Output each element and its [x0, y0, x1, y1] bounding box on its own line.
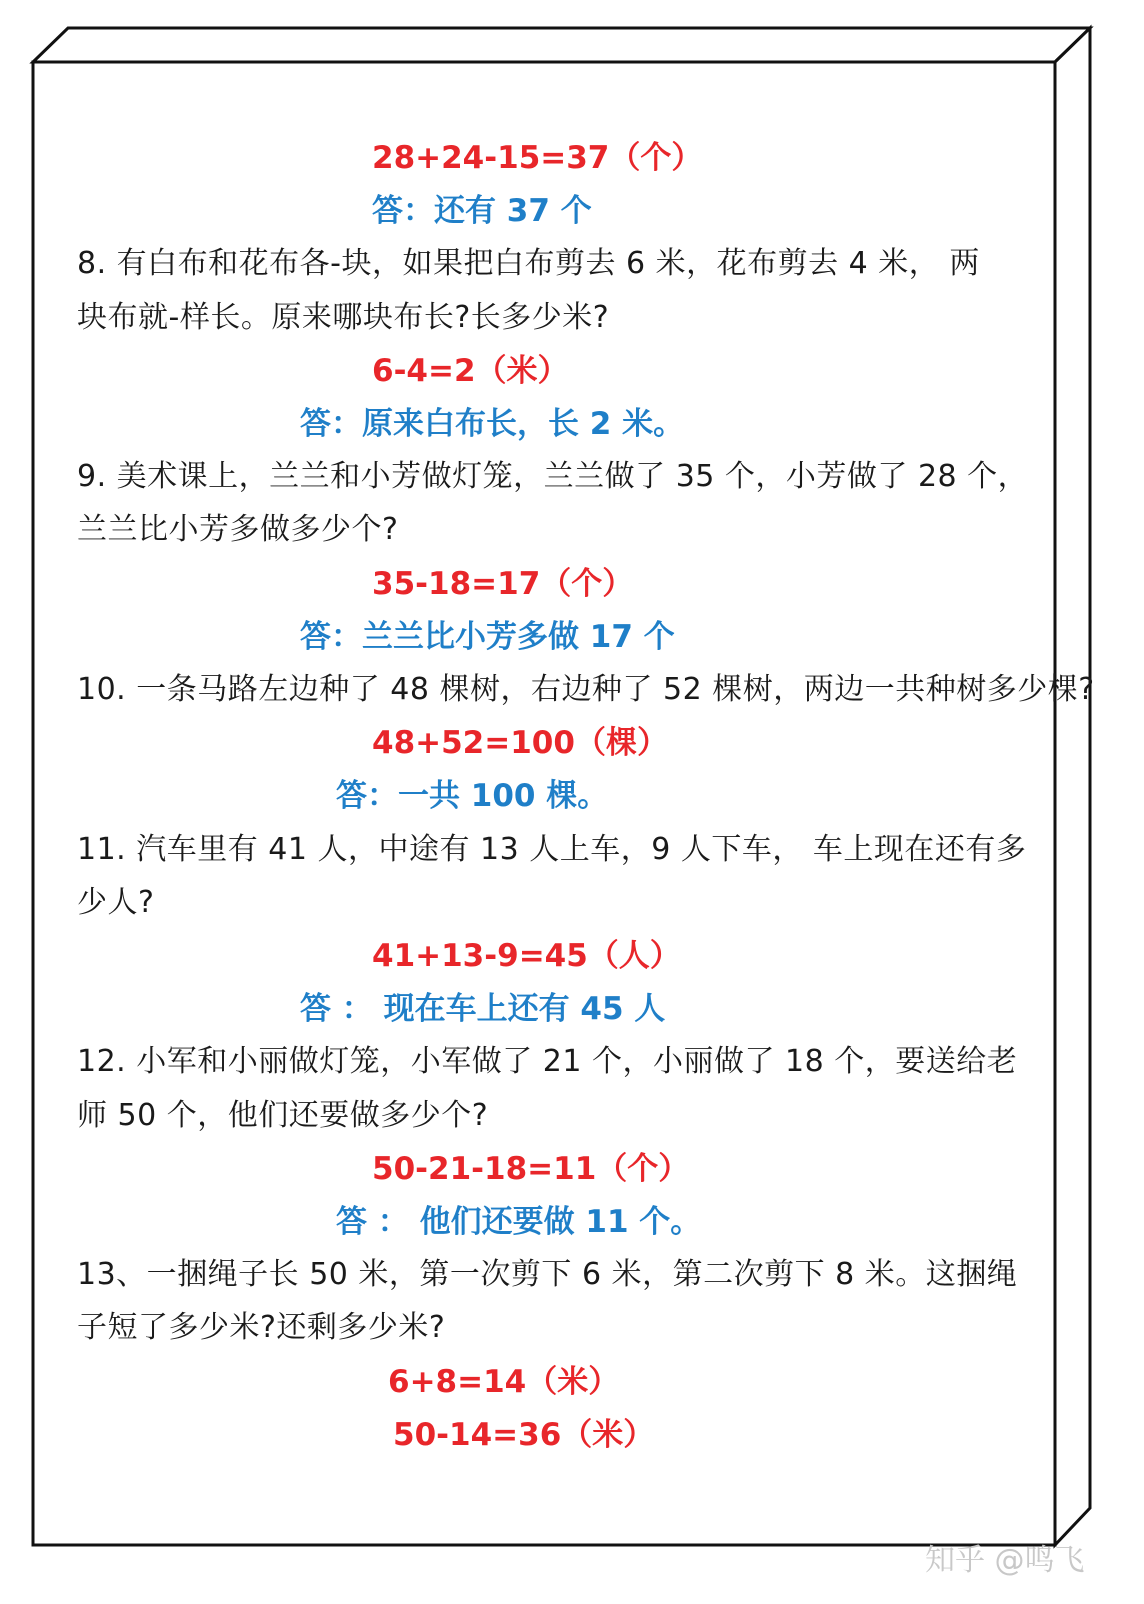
calculation-line: 28+24-15=37（个） [372, 140, 703, 176]
question-line: 兰兰比小芳多做多少个? [77, 512, 399, 547]
question-line: 10. 一条马路左边种了 48 棵树，右边种了 52 棵树，两边一共种树多少棵? [77, 672, 1095, 707]
question-line: 11. 汽车里有 41 人，中途有 13 人上车，9 人下车， 车上现在还有多 [77, 832, 1027, 867]
question-line: 12. 小军和小丽做灯笼，小军做了 21 个，小丽做了 18 个，要送给老 [77, 1044, 1018, 1079]
calculation-line: 50-21-18=11（个） [372, 1151, 690, 1187]
question-line: 13、一捆绳子长 50 米，第一次剪下 6 米，第二次剪下 8 米。这捆绳 [77, 1257, 1018, 1292]
watermark: 知乎 @鸣飞 [925, 1543, 1085, 1578]
question-line: 子短了多少米?还剩多少米? [77, 1310, 446, 1345]
question-line: 师 50 个，他们还要做多少个? [77, 1098, 489, 1133]
answer-line: 答：原来白布长，长 2 米。 [300, 406, 685, 442]
calculation-line: 6+8=14（米） [388, 1364, 620, 1400]
calculation-line: 41+13-9=45（人） [372, 938, 681, 974]
answer-line: 答：还有 37 个 [372, 193, 592, 229]
calculation-line: 50-14=36（米） [393, 1417, 655, 1453]
answer-line: 答 ： 他们还要做 11 个。 [336, 1204, 702, 1240]
calculation-line: 48+52=100（棵） [372, 725, 668, 761]
calculation-line: 6-4=2（米） [372, 353, 569, 389]
answer-line: 答：兰兰比小芳多做 17 个 [300, 619, 675, 655]
question-line: 少人? [77, 885, 155, 920]
question-line: 8. 有白布和花布各-块，如果把白布剪去 6 米，花布剪去 4 米， 两 [77, 246, 980, 281]
question-line: 9. 美术课上，兰兰和小芳做灯笼，兰兰做了 35 个，小芳做了 28 个， [77, 459, 1029, 494]
question-line: 块布就-样长。原来哪块布长?长多少米? [77, 300, 610, 335]
calculation-line: 35-18=17（个） [372, 566, 634, 602]
answer-line: 答 ： 现在车上还有 45 人 [300, 991, 666, 1027]
answer-line: 答：一共 100 棵。 [336, 778, 609, 814]
